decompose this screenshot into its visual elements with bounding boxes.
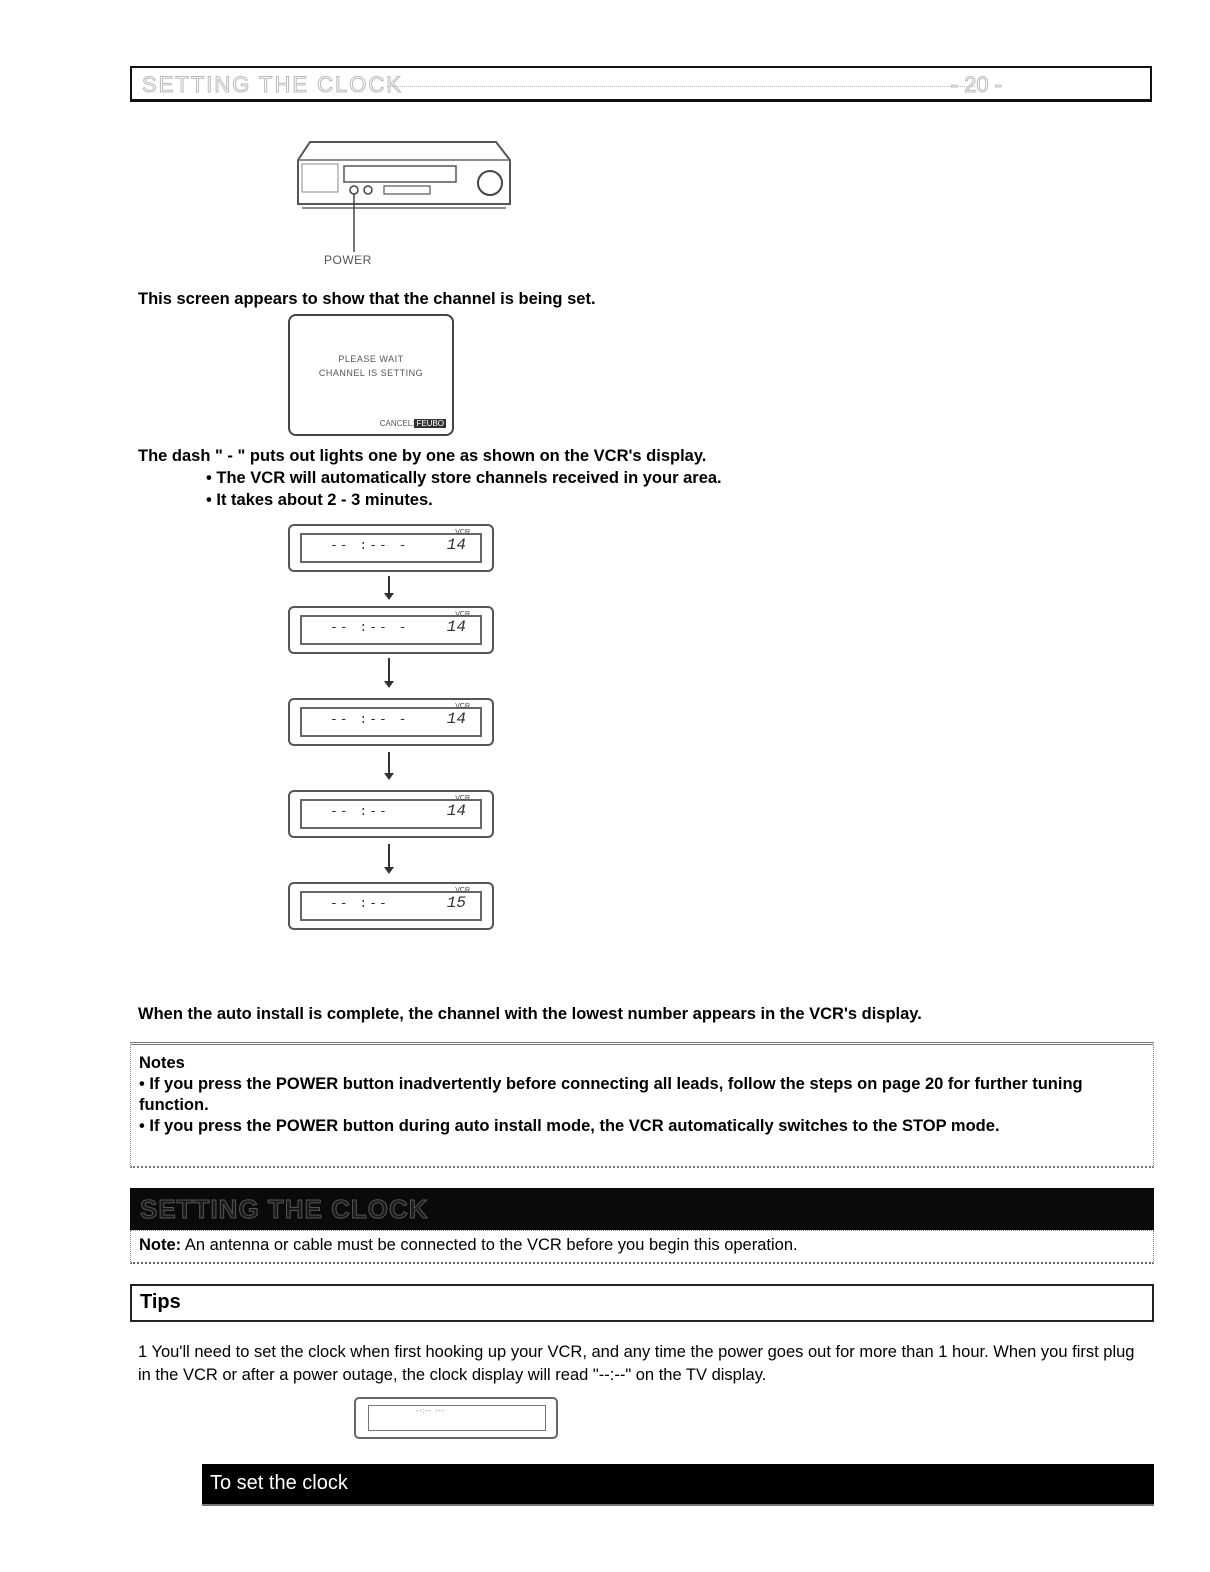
dash-description: The dash " - " puts out lights one by one as shown on the VCR's display. bbox=[138, 447, 707, 465]
page-header-title: SETTING THE CLOCK bbox=[142, 72, 403, 97]
tv-screen-line1: PLEASE WAIT bbox=[338, 354, 404, 364]
down-arrow-icon bbox=[388, 658, 390, 684]
down-arrow-icon bbox=[388, 576, 390, 596]
auto-install-complete-text: When the auto install is complete, the channel with the lowest number appears in the VCR's display. bbox=[138, 1005, 922, 1023]
tips-title: Tips bbox=[140, 1291, 181, 1313]
lcd-display-step-5: -- :-- VCR 15 bbox=[288, 882, 494, 930]
antenna-note-label: Note: bbox=[139, 1236, 182, 1254]
page-number: - 20 - bbox=[950, 72, 1002, 97]
tv-screen-cancel: CANCEL: FEUBO bbox=[379, 419, 444, 428]
power-label: POWER bbox=[324, 253, 372, 267]
notes-box bbox=[130, 1042, 1154, 1168]
antenna-note-text: An antenna or cable must be connected to the VCR before you begin this operation. bbox=[181, 1236, 798, 1254]
vcr-illustration bbox=[288, 128, 518, 274]
tips-text: 1 You'll need to set the clock when first hooking up your VCR, and any time the power goes out for more than 1 hour. When you first plug in the VCR or after a power outage, the clock display will read "--:--" on the TV display. bbox=[138, 1343, 1135, 1384]
down-arrow-icon bbox=[388, 752, 390, 776]
note-item-1: • If you press the POWER button inadvertently before connecting all leads, follow the steps on page 20 for further tuning function. bbox=[139, 1075, 1083, 1114]
lcd-display-step-4: -- :-- VCR 14 bbox=[288, 790, 494, 838]
down-arrow-icon bbox=[388, 844, 390, 870]
page-header bbox=[130, 66, 1152, 102]
lcd-display-step-1: -- :-- - VCR 14 bbox=[288, 524, 494, 572]
tv-screen-line2: CHANNEL IS SETTING bbox=[318, 368, 424, 378]
vcr-icon bbox=[288, 128, 518, 274]
section-banner-title: SETTING THE CLOCK bbox=[140, 1194, 429, 1224]
bullet-duration: • It takes about 2 - 3 minutes. bbox=[206, 491, 433, 509]
clock-display-text: --:-- --- bbox=[416, 1408, 446, 1415]
channel-setting-text: This screen appears to show that the channel is being set. bbox=[138, 290, 596, 308]
bullet-store-channels: • The VCR will automatically store channels received in your area. bbox=[206, 469, 722, 487]
lcd-display-step-3: -- :-- - VCR 14 bbox=[288, 698, 494, 746]
header-dotted-rule bbox=[387, 86, 975, 87]
set-clock-heading-bar bbox=[202, 1464, 1154, 1506]
notes-title: Notes bbox=[139, 1054, 185, 1072]
lcd-display-step-2: -- :-- - VCR 14 bbox=[288, 606, 494, 654]
clock-display-illustration bbox=[354, 1397, 558, 1439]
note-item-2: • If you press the POWER button during auto install mode, the VCR automatically switches to the STOP mode. bbox=[139, 1117, 1000, 1135]
section-banner bbox=[130, 1188, 1154, 1230]
antenna-note bbox=[130, 1230, 1154, 1264]
tv-screen-illustration bbox=[288, 314, 454, 436]
set-clock-heading: To set the clock bbox=[210, 1472, 348, 1494]
tips-header bbox=[130, 1284, 1154, 1322]
